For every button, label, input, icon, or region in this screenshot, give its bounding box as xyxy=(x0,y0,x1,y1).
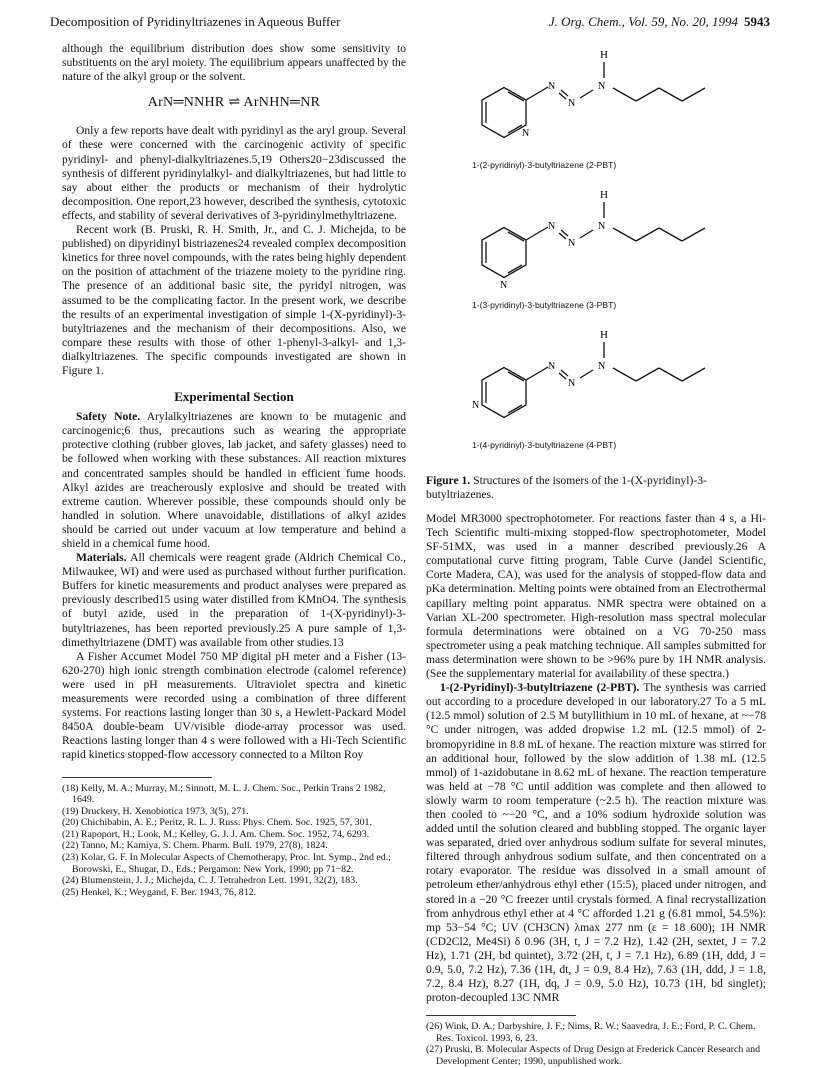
atom-n: N xyxy=(500,280,508,291)
footnote: (20) Chichibabin, A. E.; Peritz, R. L. J. Russ. Phys. Chem. Soc. 1925, 57, 301. xyxy=(62,817,372,829)
figure-caption: Figure 1. Structures of the isomers of the 1-(X-pyridinyl)-3-butyltriazenes. xyxy=(426,474,707,501)
figure-1 xyxy=(426,42,766,502)
structure-4-pbt xyxy=(426,322,766,440)
running-header xyxy=(50,14,770,32)
structure-2-pbt-drawing xyxy=(442,42,762,152)
atom-n: N xyxy=(548,81,556,92)
atom-n: N xyxy=(568,378,576,389)
atom-n: N xyxy=(568,238,576,249)
atom-n: N xyxy=(598,81,606,92)
section-heading-experimental: Experimental Section xyxy=(174,389,294,405)
footnote: (27) Pruski, B. Molecular Aspects of Drug Design at Frederick Cancer Research and Development Center; 1990, unpublished work. xyxy=(426,1044,761,1068)
right-column xyxy=(426,512,766,1068)
structure-4-pbt-drawing xyxy=(442,322,762,432)
journal-citation: J. Org. Chem., Vol. 59, No. 20, 1994 5943 xyxy=(548,14,770,29)
paragraph-instruments: A Fisher Accumet Model 750 MP digital pH meter and a Fisher (13-620-270) high ionic strength combination electrode (calomel reference) were used in pH measurements. Ultraviolet spectra and kinetic measurements were recorded using a combination of three different systems. For reactions lasting longer than 30 s, a Hewlett-Packard Model 8450A double-beam UV/visible diode-array processor was used. Reactions lasting longer than 4 s were followed with a Hi-Tech Scientific rapid kinetics stopped-flow accessory connected to a Milton Roy xyxy=(62,649,406,762)
structure-3-pbt xyxy=(426,182,766,300)
page-number: 5943 xyxy=(744,14,770,29)
paragraph-instruments-continued: Model MR3000 spectrophotometer. For reactions faster than 4 s, a Hi-Tech Scientific multi-mixing stopped-flow spectrophotometer, Model SF-51MX, was used in a manner described previously.26 A computational curve fitting program, Table Curve (Jandel Scientific, Corte Madera, CA), was used for the analysis of stopped-flow data and pKa determination. Melting points were obtained from an Electrothermal capillary melting point apparatus. NMR spectra were obtained on a Varian XL-200 spectrometer. High-resolution mass spectral molecular formula determinations were obtained on a VG 70-250 mass spectrometer using a peak matching technique. All samples submitted for mass determination were shown to be >96% pure by 1H NMR analysis. (See the supplementary material for availability of these spectra.) xyxy=(426,512,766,681)
structure-caption: 1-(4-pyridinyl)-3-butyltriazene (4-PBT) xyxy=(472,440,617,450)
atom-n: N xyxy=(598,361,606,372)
footnote: (23) Kolar, G. F. In Molecular Aspects of Chemotherapy, Proc. Int. Symp., 2nd ed.; Borowski, E., Shugar, D., Eds.; Pergamon: New York, 1990; pp 71−82. xyxy=(62,852,391,875)
atom-n: N xyxy=(598,221,606,232)
atom-n: N xyxy=(472,400,480,411)
left-column xyxy=(62,42,406,898)
footnote: (18) Kelly, M. A.; Murray, M.; Sinnott, M. L. J. Chem. Soc., Perkin Trans 2 1982, 1649. xyxy=(62,782,386,806)
footnote: (24) Blumenstein, J. J.; Michejda, C. J. Tetrahedron Lett. 1991, 32(2), 183. xyxy=(62,875,358,887)
equilibrium-equation: ArN═NNHR ⇌ ArNHN═NR xyxy=(147,95,321,111)
paragraph-recent-work: Recent work (B. Pruski, R. H. Smith, Jr., and C. J. Michejda, to be published) on dipyridinyl bistriazenes24 revealed complex decomposition kinetics for three novel compounds, with the rates being highly dependent on the position of attachment of the triazene moiety to the pyridine ring. The presence of an additional basic site, the pyridyl nitrogen, was assumed to be the complicating factor. In the present work, we describe the results of an experimental investigation of simple 1-(X-pyridinyl)-3-butyltriazenes and the mechanism of their decompositions. Also, we compare these results with those of other 1-phenyl-3-alkyl- and 1,3-dialkyltriazenes. The specific compounds investigated are shown in Figure 1. xyxy=(62,223,406,377)
atom-h: H xyxy=(600,49,608,61)
running-title: Decomposition of Pyridinyltriazenes in Aqueous Buffer xyxy=(50,14,341,29)
structure-caption: 1-(2-pyridinyl)-3-butyltriazene (2-PBT) xyxy=(472,160,617,170)
footnote: (22) Tanno, M.; Kamiya, S. Chem. Pharm. Bull. 1979, 27(8), 1824. xyxy=(62,840,328,852)
paragraph-2-pbt-synthesis: 1-(2-Pyridinyl)-3-butyltriazene (2-PBT). The synthesis was carried out according to a procedure developed in our laboratory.27 To a 5 mL (12.5 mmol) solution of 2.5 M butyllithium in 10 mL of hexane, at ~−78 °C under nitrogen, was added dropwise 1.2 mL (12.5 mmol) of 2-bromopyridine in 8.8 mL of hexane. The reaction mixture was stirred for an additional hour, followed by the slow addition of 1.38 mL (12.5 mmol) of 1-azidobutane in 8.62 mL of hexane. The reaction temperature was held at −78 °C until addition was complete and then allowed to slowly warm to room temperature (~2.5 h). The reaction mixture was then cooled to ~−20 °C, and a 10% sodium hydroxide solution was added until the solution cleared and bubbling stopped. The organic layer was separated, dried over anhydrous sodium sulfate for several minutes, filtered through anhydrous sodium sulfate, and then concentrated on a rotary evaporator. The residue was dissolved in a small amount of petroleum ether/anhydrous ethyl ether (15:5), placed under nitrogen, and stored in a −20 °C freezer until crystals formed. A final recrystallization from anhydrous ethyl ether at 4 °C afforded 1.21 g (6.81 mmol, 54.5%): mp 53−54 °C; UV (CH3CN) λmax 277 nm (ε = 18 600); 1H NMR (CD2Cl2, Me4Si) δ 0.96 (3H, t, J = 7.2 Hz), 1.42 (2H, sextet, J = 7.2 Hz), 1.71 (2H, bd quintet), 3.72 (2H, t, J = 7.1 Hz), 6.89 (1H, ddd, J = 0.9, 5.0, 7.2 Hz), 7.36 (1H, dt, J = 0.9, 8.4 Hz), 7.63 (1H, ddd, J = 1.8, 7.2, 8.4 Hz), 8.27 (1H, dq, J = 0.9, 5.0 Hz), 10.73 (1H, bd singlet); proton-decoupled 13C NMR xyxy=(426,681,766,1005)
atom-h: H xyxy=(600,189,608,201)
atom-h: H xyxy=(600,329,608,341)
footnote-rule xyxy=(426,1015,576,1016)
paragraph-pyridinyl-reports: Only a few reports have dealt with pyridinyl as the aryl group. Several of these were concerned with the carcinogenic activity of specific pyridinyl- and phenyl-dialkyltriazenes.5,19 Others20−23discussed the synthesis of different pyridinylalkyl- and dialkyltriazenes, but had little to say about either the products or mechanism of their hydrolytic decomposition. One report,23 however, described the synthesis, cytotoxic effects, and stability of several derivatives of 3-pyridinylmethyltriazene. xyxy=(62,124,406,222)
footnotes-right xyxy=(426,1021,766,1067)
paragraph-intro-continued: although the equilibrium distribution does show some sensitivity to substituents on the aryl moiety. The equilibrium appears unaffected by the nature of the alkyl group or the solvent. xyxy=(62,42,406,84)
paragraph-materials: Materials. All chemicals were reagent grade (Aldrich Chemical Co., Milwaukee, WI) and were used as purchased without further purification. Buffers for kinetic measurements and product analyses were prepared as previously described15 using water distilled from KMnO4. The synthesis of butyl azide, used in the preparation of 1-(X-pyridinyl)-3-butyltriazenes, has been reported previously.25 A pure sample of 1,3-dimethyltriazene (DMT) was available from other studies.13 xyxy=(62,551,407,649)
footnote: (25) Henkel, K.; Weygand, F. Ber. 1943, 76, 812. xyxy=(62,886,257,898)
structure-caption: 1-(3-pyridinyl)-3-butyltriazene (3-PBT) xyxy=(472,300,617,310)
footnote: (19) Druckery, H. Xenobiotica 1973, 3(5), 271. xyxy=(62,805,249,817)
structure-2-pbt xyxy=(426,42,766,160)
footnote: (26) Wink, D. A.; Darbyshire, J. F.; Nims, R. W.; Saavedra, J. E.; Ford, P. C. Chem. Res. Toxicol. 1993, 6, 23. xyxy=(426,1021,756,1044)
footnote-rule xyxy=(62,777,212,778)
atom-n: N xyxy=(548,221,556,232)
footnote: (21) Rapoport, H.; Look, M.; Kelley, G. J. J. Am. Chem. Soc. 1952, 74, 6293. xyxy=(62,828,370,840)
structure-3-pbt-drawing xyxy=(442,182,762,292)
atom-n: N xyxy=(548,361,556,372)
paragraph-safety-note: Safety Note. Arylalkyltriazenes are known to be mutagenic and carcinogenic;6 thus, precautions such as wearing the appropriate protective clothing (rubber gloves, lab jacket, and safety glasses) need to be followed when working with these substances. All reaction mixtures and concentrated samples should be handled in efficient fume hoods. Alkyl azides are treacherously explosive and should be treated with extreme caution. Wherever possible, these compounds should only be handled in solution. Where unavoidable, distillations of alkyl azides should be carried out under vacuum at low temperature and behind a shield in a chemical fume hood. xyxy=(62,410,406,550)
footnotes-left xyxy=(62,783,406,899)
atom-n: N xyxy=(522,128,530,139)
atom-n: N xyxy=(568,98,576,109)
